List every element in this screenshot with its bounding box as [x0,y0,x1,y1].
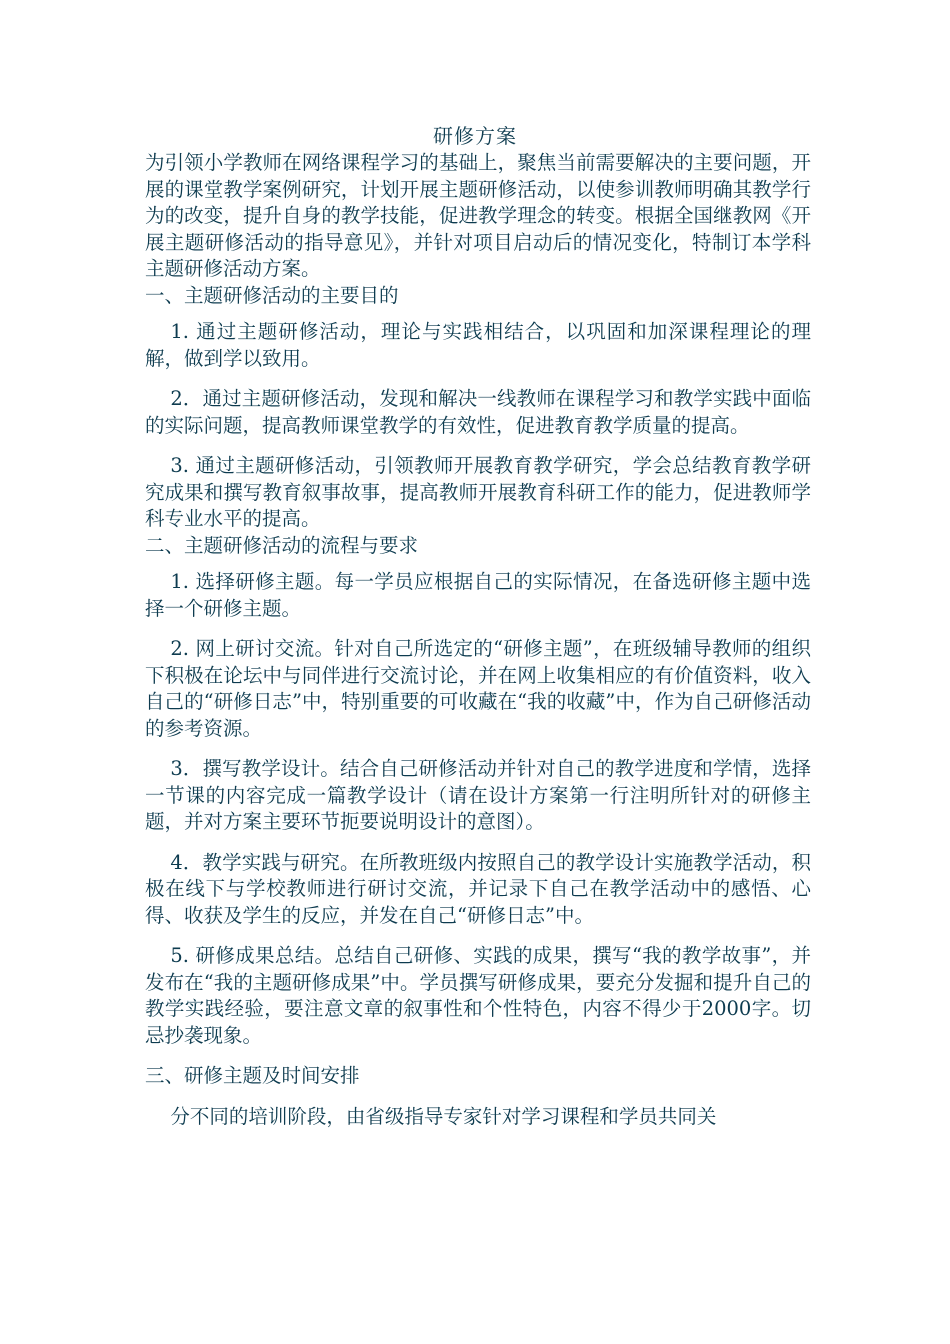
document-title: 研修方案 [433,124,517,148]
section-2-item-3: 3．撰写教学设计。结合自己研修活动并针对自己的教学进度和学情，选择一节课的内容完成一篇教学设计（请在设计方案第一行注明所针对的研修主题，并对方案主要环节扼要说明设计的意图）。 [145,757,811,833]
section-1-heading: 一、主题研修活动的主要目的 [145,283,399,307]
section-2-item-5: 5. 研修成果总结。总结自己研修、实践的成果，撰写“我的教学故事”，并发布在“我的主题研修成果”中。学员撰写研修成果，要充分发掘和提升自己的教学实践经验，要注意文章的叙事性和个性特色，内容不得少于2000字。切忌抄袭现象。 [145,944,811,1047]
section-3-intro: 分不同的培训阶段，由省级指导专家针对学习课程和学员共同关 [170,1104,717,1128]
section-2-item-1: 1. 选择研修主题。每一学员应根据自己的实际情况，在备选研修主题中选择一个研修主题。 [145,570,811,620]
section-1-item-3: 3. 通过主题研修活动，引领教师开展教育教学研究，学会总结教育教学研究成果和撰写教育叙事故事，提高教师开展教育科研工作的能力，促进教师学科专业水平的提高。 [145,454,811,530]
section-2-item-2: 2. 网上研讨交流。针对自己所选定的“研修主题”，在班级辅导教师的组织下积极在论坛中与同伴进行交流讨论，并在网上收集相应的有价值资料，收入自己的“研修日志”中，特别重要的可收藏在“我的收藏”中，作为自己研修活动的参考资源。 [145,637,811,740]
document-body [145,150,811,1130]
section-2-item-4: 4．教学实践与研究。在所教班级内按照自己的教学设计实施教学活动，积极在线下与学校教师进行研讨交流，并记录下自己在教学活动中的感悟、心得、收获及学生的反应，并发在自己“研修日志”中。 [145,850,811,927]
intro-paragraph: 为引领小学教师在网络课程学习的基础上，聚焦当前需要解决的主要问题，开展的课堂教学案例研究，计划开展主题研修活动，以使参训教师明确其教学行为的改变，提升自身的教学技能，促进教学理念的转变。根据全国继教网《开展主题研修活动的指导意见》，并针对项目启动后的情况变化，特制订本学科主题研修活动方案。 [145,151,811,280]
section-1-item-1: 1. 通过主题研修活动，理论与实践相结合，以巩固和加深课程理论的理解，做到学以致用。 [145,320,811,370]
section-2-heading: 二、主题研修活动的流程与要求 [145,533,419,557]
section-3-heading: 三、研修主题及时间安排 [145,1064,360,1087]
section-1-item-2: 2．通过主题研修活动，发现和解决一线教师在课程学习和教学实践中面临的实际问题，提高教师课堂教学的有效性，促进教育教学质量的提高。 [145,387,811,437]
